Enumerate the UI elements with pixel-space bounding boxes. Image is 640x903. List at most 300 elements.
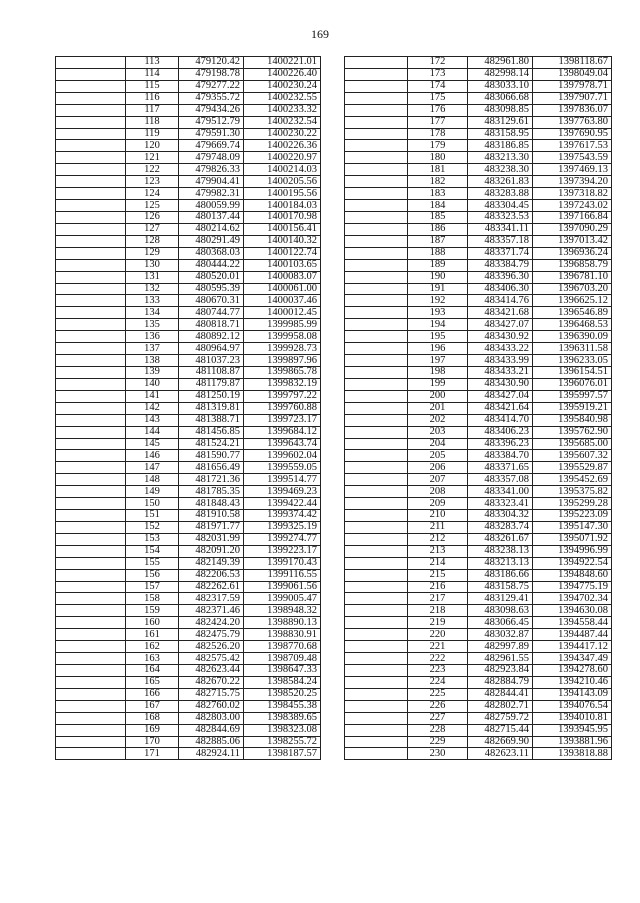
empty-cell [56, 92, 126, 104]
table-row [56, 498, 321, 510]
y-coordinate-cell: 1400195.56 [244, 188, 321, 200]
x-coordinate-cell: 483341.11 [468, 223, 533, 235]
table-row [56, 68, 321, 80]
x-coordinate-cell: 479277.22 [179, 80, 244, 92]
table-row [345, 486, 612, 498]
x-coordinate-cell: 480595.39 [179, 283, 244, 295]
empty-cell [56, 57, 126, 69]
y-coordinate-cell: 1399897.96 [244, 355, 321, 367]
y-coordinate-cell: 1395299.28 [533, 498, 612, 510]
x-coordinate-cell: 483261.83 [468, 176, 533, 188]
y-coordinate-cell: 1399005.47 [244, 593, 321, 605]
point-number-cell: 167 [126, 700, 179, 712]
x-coordinate-cell: 483304.32 [468, 510, 533, 522]
table-row [345, 569, 612, 581]
table-row [56, 545, 321, 557]
y-coordinate-cell: 1396625.12 [533, 295, 612, 307]
y-coordinate-cell: 1395223.09 [533, 510, 612, 522]
empty-cell [345, 80, 408, 92]
y-coordinate-cell: 1396858.79 [533, 259, 612, 271]
y-coordinate-cell: 1399469.23 [244, 486, 321, 498]
table-row [345, 319, 612, 331]
table-row [345, 271, 612, 283]
x-coordinate-cell: 479826.33 [179, 164, 244, 176]
x-coordinate-cell: 480670.31 [179, 295, 244, 307]
point-number-cell: 152 [126, 521, 179, 533]
y-coordinate-cell: 1398830.91 [244, 629, 321, 641]
table-row [56, 104, 321, 116]
x-coordinate-cell: 482844.69 [179, 724, 244, 736]
empty-cell [56, 557, 126, 569]
y-coordinate-cell: 1393818.88 [533, 748, 612, 760]
x-coordinate-cell: 479355.72 [179, 92, 244, 104]
point-number-cell: 208 [408, 486, 468, 498]
empty-cell [345, 116, 408, 128]
empty-cell [56, 414, 126, 426]
point-number-cell: 155 [126, 557, 179, 569]
table-row [345, 92, 612, 104]
table-row [345, 617, 612, 629]
x-coordinate-cell: 483129.61 [468, 116, 533, 128]
empty-cell [56, 271, 126, 283]
x-coordinate-cell: 479669.74 [179, 140, 244, 152]
point-number-cell: 162 [126, 641, 179, 653]
empty-cell [56, 164, 126, 176]
y-coordinate-cell: 1397836.07 [533, 104, 612, 116]
y-coordinate-cell: 1394702.34 [533, 593, 612, 605]
table-row [56, 295, 321, 307]
table-row [56, 510, 321, 522]
point-number-cell: 158 [126, 593, 179, 605]
x-coordinate-cell: 482923.84 [468, 665, 533, 677]
x-coordinate-cell: 483186.66 [468, 569, 533, 581]
y-coordinate-cell: 1397318.82 [533, 188, 612, 200]
point-number-cell: 173 [408, 68, 468, 80]
x-coordinate-cell: 482317.59 [179, 593, 244, 605]
table-row [56, 426, 321, 438]
y-coordinate-cell: 1396703.20 [533, 283, 612, 295]
table-row [56, 438, 321, 450]
x-coordinate-cell: 480520.01 [179, 271, 244, 283]
point-number-cell: 210 [408, 510, 468, 522]
empty-cell [345, 355, 408, 367]
x-coordinate-cell: 481037.23 [179, 355, 244, 367]
point-number-cell: 209 [408, 498, 468, 510]
table-row [345, 712, 612, 724]
point-number-cell: 196 [408, 343, 468, 355]
x-coordinate-cell: 479982.31 [179, 188, 244, 200]
y-coordinate-cell: 1395840.98 [533, 414, 612, 426]
table-row [56, 140, 321, 152]
x-coordinate-cell: 481848.43 [179, 498, 244, 510]
table-row [56, 223, 321, 235]
point-number-cell: 125 [126, 200, 179, 212]
point-number-cell: 154 [126, 545, 179, 557]
empty-cell [345, 569, 408, 581]
y-coordinate-cell: 1395762.90 [533, 426, 612, 438]
point-number-cell: 224 [408, 676, 468, 688]
y-coordinate-cell: 1400221.01 [244, 57, 321, 69]
table-row [345, 307, 612, 319]
point-number-cell: 157 [126, 581, 179, 593]
point-number-cell: 133 [126, 295, 179, 307]
point-number-cell: 145 [126, 438, 179, 450]
empty-cell [345, 581, 408, 593]
y-coordinate-cell: 1400205.56 [244, 176, 321, 188]
x-coordinate-cell: 482262.61 [179, 581, 244, 593]
empty-cell [56, 223, 126, 235]
point-number-cell: 227 [408, 712, 468, 724]
table-row [345, 581, 612, 593]
x-coordinate-cell: 482961.55 [468, 653, 533, 665]
x-coordinate-cell: 482575.42 [179, 653, 244, 665]
x-coordinate-cell: 483213.13 [468, 557, 533, 569]
table-row [56, 462, 321, 474]
x-coordinate-cell: 483129.41 [468, 593, 533, 605]
point-number-cell: 151 [126, 510, 179, 522]
x-coordinate-cell: 482526.20 [179, 641, 244, 653]
x-coordinate-cell: 483283.74 [468, 521, 533, 533]
y-coordinate-cell: 1399865.78 [244, 366, 321, 378]
x-coordinate-cell: 482424.20 [179, 617, 244, 629]
point-number-cell: 179 [408, 140, 468, 152]
x-coordinate-cell: 483430.92 [468, 331, 533, 343]
y-coordinate-cell: 1399559.05 [244, 462, 321, 474]
table-row [345, 176, 612, 188]
x-coordinate-cell: 482669.90 [468, 736, 533, 748]
point-number-cell: 190 [408, 271, 468, 283]
empty-cell [56, 462, 126, 474]
y-coordinate-cell: 1394922.54 [533, 557, 612, 569]
table-row [345, 259, 612, 271]
point-number-cell: 191 [408, 283, 468, 295]
x-coordinate-cell: 483406.30 [468, 283, 533, 295]
point-number-cell: 212 [408, 533, 468, 545]
point-number-cell: 221 [408, 641, 468, 653]
y-coordinate-cell: 1397978.71 [533, 80, 612, 92]
empty-cell [56, 736, 126, 748]
empty-cell [345, 140, 408, 152]
table-row [56, 355, 321, 367]
x-coordinate-cell: 483427.07 [468, 319, 533, 331]
y-coordinate-cell: 1400230.22 [244, 128, 321, 140]
table-row [56, 343, 321, 355]
x-coordinate-cell: 480964.97 [179, 343, 244, 355]
y-coordinate-cell: 1395529.87 [533, 462, 612, 474]
x-coordinate-cell: 481721.36 [179, 474, 244, 486]
point-number-cell: 164 [126, 665, 179, 677]
x-coordinate-cell: 482802.71 [468, 700, 533, 712]
table-row [345, 128, 612, 140]
empty-cell [345, 676, 408, 688]
y-coordinate-cell: 1397617.53 [533, 140, 612, 152]
y-coordinate-cell: 1396781.10 [533, 271, 612, 283]
point-number-cell: 113 [126, 57, 179, 69]
y-coordinate-cell: 1397469.13 [533, 164, 612, 176]
table-row [345, 533, 612, 545]
empty-cell [345, 629, 408, 641]
empty-cell [56, 426, 126, 438]
x-coordinate-cell: 480818.71 [179, 319, 244, 331]
empty-cell [56, 581, 126, 593]
x-coordinate-cell: 482715.44 [468, 724, 533, 736]
page-number: 169 [311, 27, 329, 41]
x-coordinate-cell: 483396.30 [468, 271, 533, 283]
y-coordinate-cell: 1397907.71 [533, 92, 612, 104]
x-coordinate-cell: 483433.99 [468, 355, 533, 367]
point-number-cell: 123 [126, 176, 179, 188]
y-coordinate-cell: 1396311.58 [533, 343, 612, 355]
y-coordinate-cell: 1398709.48 [244, 653, 321, 665]
empty-cell [56, 569, 126, 581]
x-coordinate-cell: 482924.11 [179, 748, 244, 760]
empty-cell [56, 712, 126, 724]
y-coordinate-cell: 1396468.53 [533, 319, 612, 331]
table-row [56, 748, 321, 760]
table-row [345, 545, 612, 557]
y-coordinate-cell: 1400170.98 [244, 211, 321, 223]
x-coordinate-cell: 480214.62 [179, 223, 244, 235]
empty-cell [56, 355, 126, 367]
point-number-cell: 207 [408, 474, 468, 486]
point-number-cell: 128 [126, 235, 179, 247]
point-number-cell: 131 [126, 271, 179, 283]
empty-cell [345, 724, 408, 736]
point-number-cell: 182 [408, 176, 468, 188]
y-coordinate-cell: 1399643.74 [244, 438, 321, 450]
y-coordinate-cell: 1397690.95 [533, 128, 612, 140]
empty-cell [345, 390, 408, 402]
y-coordinate-cell: 1394278.60 [533, 665, 612, 677]
point-number-cell: 177 [408, 116, 468, 128]
point-number-cell: 138 [126, 355, 179, 367]
table-row [56, 164, 321, 176]
point-number-cell: 115 [126, 80, 179, 92]
empty-cell [56, 331, 126, 343]
y-coordinate-cell: 1400233.32 [244, 104, 321, 116]
x-coordinate-cell: 482475.79 [179, 629, 244, 641]
empty-cell [345, 247, 408, 259]
y-coordinate-cell: 1398323.08 [244, 724, 321, 736]
x-coordinate-cell: 483357.18 [468, 235, 533, 247]
y-coordinate-cell: 1400012.45 [244, 307, 321, 319]
table-row [56, 366, 321, 378]
x-coordinate-cell: 483304.45 [468, 200, 533, 212]
x-coordinate-cell: 483098.63 [468, 605, 533, 617]
x-coordinate-cell: 483421.68 [468, 307, 533, 319]
x-coordinate-cell: 483430.90 [468, 378, 533, 390]
y-coordinate-cell: 1399985.99 [244, 319, 321, 331]
y-coordinate-cell: 1397243.02 [533, 200, 612, 212]
table-row [345, 593, 612, 605]
empty-cell [345, 211, 408, 223]
table-row [345, 223, 612, 235]
empty-cell [345, 450, 408, 462]
table-row [345, 188, 612, 200]
x-coordinate-cell: 482623.44 [179, 665, 244, 677]
empty-cell [345, 533, 408, 545]
point-number-cell: 148 [126, 474, 179, 486]
y-coordinate-cell: 1394630.08 [533, 605, 612, 617]
empty-cell [56, 80, 126, 92]
y-coordinate-cell: 1400122.74 [244, 247, 321, 259]
empty-cell [345, 617, 408, 629]
x-coordinate-cell: 483261.67 [468, 533, 533, 545]
point-number-cell: 116 [126, 92, 179, 104]
table-row [345, 450, 612, 462]
empty-cell [56, 474, 126, 486]
empty-cell [345, 545, 408, 557]
y-coordinate-cell: 1398647.33 [244, 665, 321, 677]
point-number-cell: 156 [126, 569, 179, 581]
y-coordinate-cell: 1399274.77 [244, 533, 321, 545]
x-coordinate-cell: 481319.81 [179, 402, 244, 414]
point-number-cell: 218 [408, 605, 468, 617]
empty-cell [56, 343, 126, 355]
x-coordinate-cell: 481108.87 [179, 366, 244, 378]
point-number-cell: 146 [126, 450, 179, 462]
y-coordinate-cell: 1398948.32 [244, 605, 321, 617]
point-number-cell: 137 [126, 343, 179, 355]
empty-cell [345, 510, 408, 522]
x-coordinate-cell: 480444.22 [179, 259, 244, 271]
empty-cell [345, 366, 408, 378]
y-coordinate-cell: 1399422.44 [244, 498, 321, 510]
empty-cell [345, 235, 408, 247]
y-coordinate-cell: 1397013.42 [533, 235, 612, 247]
point-number-cell: 139 [126, 366, 179, 378]
table-row [56, 235, 321, 247]
y-coordinate-cell: 1395997.57 [533, 390, 612, 402]
empty-cell [56, 486, 126, 498]
x-coordinate-cell: 483098.85 [468, 104, 533, 116]
point-number-cell: 141 [126, 390, 179, 402]
y-coordinate-cell: 1400140.32 [244, 235, 321, 247]
empty-cell [56, 283, 126, 295]
empty-cell [345, 438, 408, 450]
empty-cell [345, 521, 408, 533]
empty-cell [56, 438, 126, 450]
x-coordinate-cell: 482997.89 [468, 641, 533, 653]
table-row [345, 629, 612, 641]
x-coordinate-cell: 480892.12 [179, 331, 244, 343]
point-number-cell: 213 [408, 545, 468, 557]
empty-cell [345, 128, 408, 140]
x-coordinate-cell: 482715.75 [179, 688, 244, 700]
x-coordinate-cell: 482623.11 [468, 748, 533, 760]
point-number-cell: 168 [126, 712, 179, 724]
point-number-cell: 169 [126, 724, 179, 736]
point-number-cell: 206 [408, 462, 468, 474]
x-coordinate-cell: 482091.20 [179, 545, 244, 557]
y-coordinate-cell: 1396546.89 [533, 307, 612, 319]
point-number-cell: 217 [408, 593, 468, 605]
point-number-cell: 166 [126, 688, 179, 700]
x-coordinate-cell: 481910.58 [179, 510, 244, 522]
table-row [345, 355, 612, 367]
table-row [345, 200, 612, 212]
point-number-cell: 215 [408, 569, 468, 581]
table-row [56, 569, 321, 581]
table-row [56, 402, 321, 414]
table-row [345, 521, 612, 533]
point-number-cell: 159 [126, 605, 179, 617]
x-coordinate-cell: 481971.77 [179, 521, 244, 533]
table-row [56, 688, 321, 700]
x-coordinate-cell: 479120.42 [179, 57, 244, 69]
table-row [56, 712, 321, 724]
x-coordinate-cell: 483238.13 [468, 545, 533, 557]
empty-cell [56, 378, 126, 390]
y-coordinate-cell: 1398389.65 [244, 712, 321, 724]
table-row [56, 247, 321, 259]
coordinate-table-left [55, 56, 321, 760]
table-row [345, 80, 612, 92]
point-number-cell: 229 [408, 736, 468, 748]
y-coordinate-cell: 1399797.22 [244, 390, 321, 402]
y-coordinate-cell: 1399723.17 [244, 414, 321, 426]
y-coordinate-cell: 1398890.13 [244, 617, 321, 629]
x-coordinate-cell: 480137.44 [179, 211, 244, 223]
table-row [345, 676, 612, 688]
table-row [345, 116, 612, 128]
y-coordinate-cell: 1400214.03 [244, 164, 321, 176]
table-row [56, 486, 321, 498]
y-coordinate-cell: 1394487.44 [533, 629, 612, 641]
point-number-cell: 186 [408, 223, 468, 235]
x-coordinate-cell: 483414.70 [468, 414, 533, 426]
table-row [56, 533, 321, 545]
table-row [345, 605, 612, 617]
y-coordinate-cell: 1395685.00 [533, 438, 612, 450]
empty-cell [56, 498, 126, 510]
empty-cell [345, 665, 408, 677]
y-coordinate-cell: 1399514.77 [244, 474, 321, 486]
table-row [56, 331, 321, 343]
empty-cell [345, 295, 408, 307]
point-number-cell: 202 [408, 414, 468, 426]
empty-cell [56, 641, 126, 653]
point-number-cell: 130 [126, 259, 179, 271]
point-number-cell: 171 [126, 748, 179, 760]
y-coordinate-cell: 1399602.04 [244, 450, 321, 462]
table-row [345, 366, 612, 378]
table-row [345, 152, 612, 164]
empty-cell [345, 331, 408, 343]
table-row [56, 80, 321, 92]
empty-cell [345, 474, 408, 486]
point-number-cell: 192 [408, 295, 468, 307]
point-number-cell: 140 [126, 378, 179, 390]
table-row [56, 414, 321, 426]
point-number-cell: 181 [408, 164, 468, 176]
table-row [345, 247, 612, 259]
y-coordinate-cell: 1396390.09 [533, 331, 612, 343]
table-row [345, 343, 612, 355]
point-number-cell: 178 [408, 128, 468, 140]
point-number-cell: 203 [408, 426, 468, 438]
point-number-cell: 121 [126, 152, 179, 164]
table-row [56, 593, 321, 605]
table-row [56, 605, 321, 617]
table-row [345, 57, 612, 69]
y-coordinate-cell: 1395071.92 [533, 533, 612, 545]
table-row [345, 211, 612, 223]
empty-cell [345, 414, 408, 426]
table-row [56, 211, 321, 223]
empty-cell [345, 283, 408, 295]
x-coordinate-cell: 483066.68 [468, 92, 533, 104]
